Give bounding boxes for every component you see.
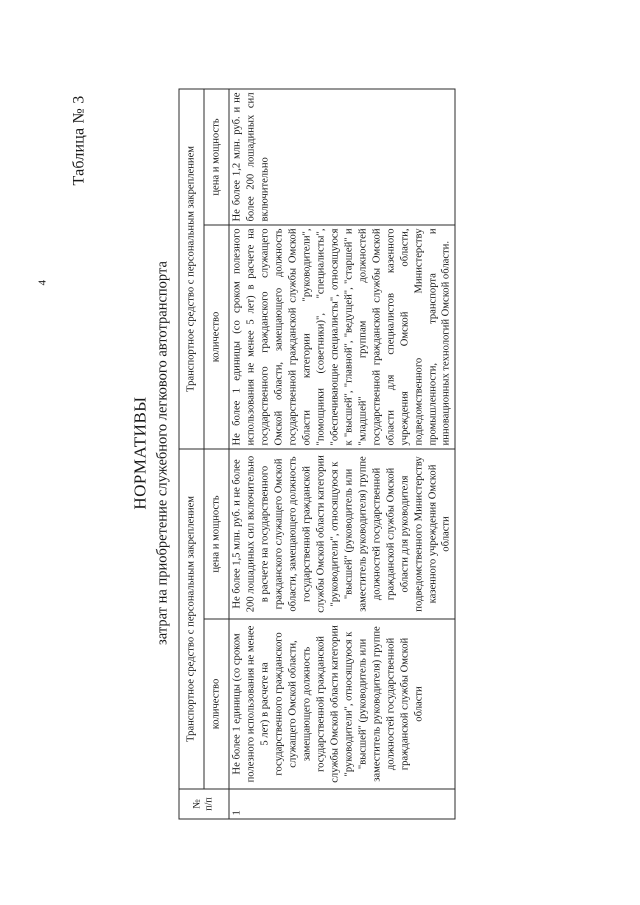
group-1-quantity-cell: Не более 1 единицы (со сроком полезного использования не менее 5 лет) в расчете на государственного гражданского служащего Омской области, замещающего должность государственной гражданской службы Омской области категории "руководители", относящуюся к "высшей" (руководитель или заместитель руководителя) группе должностей государственной гражданской службы Омской области (228, 619, 455, 789)
page-number: 4 (36, 279, 48, 285)
header-quantity-1: количество (203, 619, 228, 789)
header-price-power-1: цена и мощность (203, 449, 228, 619)
header-price-power-2: цена и мощность (203, 89, 228, 225)
header-quantity-2: количество (203, 225, 228, 449)
norms-table (178, 88, 455, 819)
document-title: НОРМАТИВЫ (130, 395, 149, 510)
header-number-symbol: № (190, 798, 202, 809)
table-header-row-2 (203, 89, 228, 819)
table-row (228, 89, 455, 819)
group-2-quantity-cell: Не более 1 единицы (со сроком полезного использования не менее 5 лет) в расчете на государственного гражданского служащего Омской области, замещающего должность государственной гражданской службы Омской области категории "руководители", "помощники (советники)", "специалисты", "обеспечивающие специалисты", относящуюся к "высшей", "главной", "ведущей", "старшей" и "младшей" группам должностей государственной гражданской службы Омской области для специалистов казенного учреждения Омской области, подведомственного Министерству промышленности, транспорта и инновационных технологий Омской области. (228, 225, 455, 449)
group-1-price-power-cell: Не более 1,5 млн. руб. и не более 200 лошадиных сил включительно в расчете на государственного гражданского служащего Омской области, замещающего должность государственной гражданской службы Омской области категории "руководители", относящуюся к "высшей" (руководитель или заместитель руководителя) группе должностей государственной гражданской службы Омской области для руководителя подведомственного Министерству казенного учреждения Омской области (228, 449, 455, 619)
table-header-row-1 (179, 89, 204, 819)
document-subtitle: затрат на приобретение служебного легкового автотранспорта (154, 260, 170, 645)
header-group-1: Транспортное средство с персональным закреплением (179, 449, 204, 789)
group-2-price-power-cell: Не более 1,2 млн. руб. и не более 200 лошадиных сил включительно (228, 89, 455, 225)
header-group-2: Транспортное средство с персональным закреплением (179, 89, 204, 449)
row-number: 1 (228, 789, 455, 819)
header-number-cell (179, 789, 229, 819)
table-label: Таблица № 3 (70, 95, 87, 185)
header-number-abbr: п/п (203, 796, 215, 811)
